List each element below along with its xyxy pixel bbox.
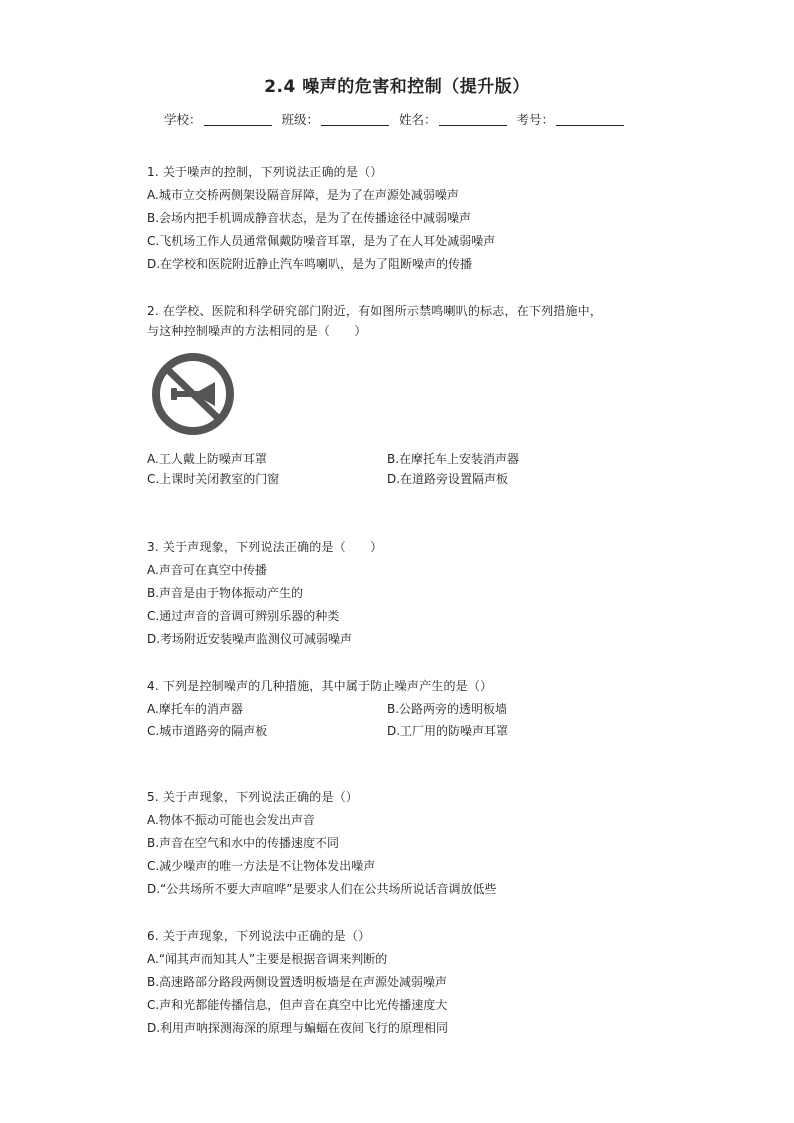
question-2-option-b: B.在摩托车上安装消声器 (387, 452, 520, 466)
question-2-option-c: C.上课时关闭教室的门窗 (147, 472, 280, 486)
question-6-option-d: D.利用声呐探测海深的原理与蝙蝠在夜间飞行的原理相同 (147, 1021, 449, 1035)
question-6-option-a: A.“闻其声而知其人”主要是根据音调来判断的 (147, 952, 388, 966)
number-blank[interactable] (556, 112, 624, 126)
question-2-stem-line1: 2. 在学校、医院和科学研究部门附近，有如图所示禁鸣喇叭的标志，在下列措施中， (147, 304, 603, 318)
question-1-stem: 1. 关于噪声的控制，下列说法正确的是（） (147, 165, 383, 179)
question-4-option-b: B.公路两旁的透明板墙 (387, 702, 508, 716)
question-6-option-b: B.高速路部分路段两侧设置透明板墙是在声源处减弱噪声 (147, 975, 448, 989)
question-4-stem: 4. 下列是控制噪声的几种措施，其中属于防止噪声产生的是（） (147, 679, 493, 693)
question-3-stem: 3. 关于声现象，下列说法正确的是（ ） (147, 540, 383, 554)
question-4-option-a: A.摩托车的消声器 (147, 702, 243, 716)
class-blank[interactable] (321, 112, 389, 126)
question-5-option-b: B.声音在空气和水中的传播速度不同 (147, 836, 340, 850)
question-3-option-d: D.考场附近安装噪声监测仪可减弱噪声 (147, 632, 353, 646)
question-1-option-d: D.在学校和医院附近静止汽车鸣喇叭，是为了阻断噪声的传播 (147, 257, 473, 271)
question-2-option-a: A.工人戴上防噪声耳罩 (147, 452, 267, 466)
student-info-line (0, 110, 794, 128)
school-label: 学校： (163, 112, 202, 127)
name-label: 姓名： (398, 112, 437, 127)
question-4-option-c: C.城市道路旁的隔声板 (147, 724, 268, 738)
no-horn-sign-icon (151, 352, 235, 436)
question-6-stem: 6. 关于声现象，下列说法中正确的是（） (147, 929, 371, 943)
number-label: 考号： (516, 112, 554, 127)
question-2-stem-line2: 与这种控制噪声的方法相同的是（ ） (147, 324, 367, 338)
question-6-option-c: C.声和光都能传播信息，但声音在真空中比光传播速度大 (147, 998, 448, 1012)
question-1-option-a: A.城市立交桥两侧架设隔音屏障，是为了在声源处减弱噪声 (147, 188, 459, 202)
question-5-option-a: A.物体不振动可能也会发出声音 (147, 813, 315, 827)
question-3-option-b: B.声音是由于物体振动产生的 (147, 586, 304, 600)
question-4-option-d: D.工厂用的防噪声耳罩 (387, 724, 509, 738)
class-label: 班级： (281, 112, 319, 127)
question-5-stem: 5. 关于声现象，下列说法正确的是（） (147, 790, 359, 804)
question-1-option-c: C.飞机场工作人员通常佩戴防噪音耳罩，是为了在人耳处减弱噪声 (147, 234, 496, 248)
question-5-option-c: C.减少噪声的唯一方法是不让物体发出噪声 (147, 859, 376, 873)
question-3-option-c: C.通过声音的音调可辨别乐器的种类 (147, 609, 340, 623)
question-2-option-d: D.在道路旁设置隔声板 (387, 472, 509, 486)
question-1-option-b: B.会场内把手机调成静音状态，是为了在传播途径中减弱噪声 (147, 211, 472, 225)
name-blank[interactable] (439, 112, 507, 126)
page-title: 2.4 噪声的危害和控制（提升版） (264, 77, 530, 97)
question-5-option-d: D.“公共场所不要大声喧哗”是要求人们在公共场所说话音调放低些 (147, 882, 497, 896)
question-3-option-a: A.声音可在真空中传播 (147, 563, 267, 577)
school-blank[interactable] (204, 112, 272, 126)
